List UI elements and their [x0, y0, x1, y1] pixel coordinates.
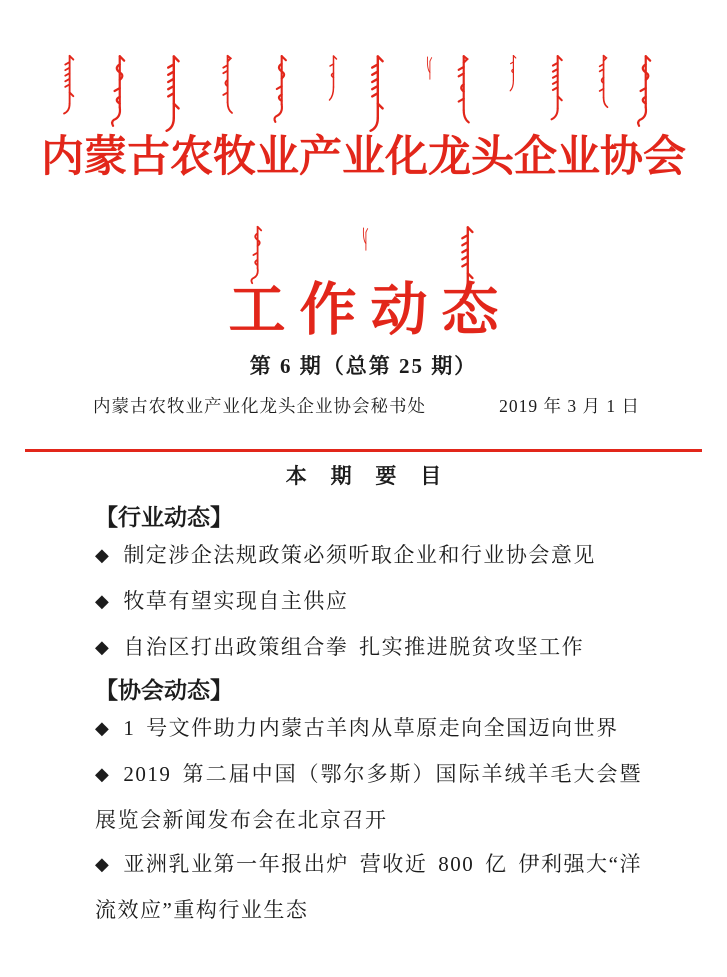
publisher-name: 内蒙古农牧业产业化龙头企业协会秘书处 — [93, 396, 426, 416]
bulletin-title: 工作动态 — [228, 279, 513, 342]
toc-item-text: 牧草有望实现自主供应 — [123, 589, 349, 613]
toc-item-text: 2019 第二届中国（鄂尔多斯）国际羊绒羊毛大会暨展览会新闻发布会在北京召开 — [95, 762, 642, 832]
toc-item — [95, 533, 642, 579]
diamond-bullet-icon: ◆ — [95, 718, 111, 739]
toc-title: 本 期 要 目 — [285, 465, 451, 488]
diamond-bullet-icon: ◆ — [95, 545, 111, 566]
diamond-bullet-icon: ◆ — [95, 764, 111, 785]
issue-number: 第 6 期（总第 25 期） — [249, 354, 478, 378]
toc-item — [95, 625, 642, 671]
red-divider — [25, 449, 702, 452]
toc-item — [95, 752, 642, 842]
diamond-bullet-icon: ◆ — [95, 591, 111, 612]
toc-list-association — [95, 706, 642, 932]
publication-row — [93, 394, 640, 419]
toc-item-text: 制定涉企法规政策必须听取企业和行业协会意见 — [123, 543, 596, 567]
toc-item-text: 1 号文件助力内蒙古羊肉从草原走向全国迈向世界 — [123, 716, 619, 740]
toc-item — [95, 842, 642, 932]
diamond-bullet-icon: ◆ — [95, 854, 111, 875]
section-header-association: 【协会动态】 — [95, 677, 233, 703]
toc-item-text: 自治区打出政策组合拳 扎实推进脱贫攻坚工作 — [123, 635, 585, 659]
diamond-bullet-icon: ◆ — [95, 637, 111, 658]
document-page — [0, 54, 727, 977]
mongolian-script-banner — [0, 54, 727, 134]
toc-list-industry — [95, 533, 642, 671]
toc-item — [95, 706, 642, 752]
section-header-industry: 【行业动态】 — [95, 504, 233, 530]
publish-date: 2019 年 3 月 1 日 — [499, 396, 640, 416]
association-name: 内蒙古农牧业产业化龙头企业协会 — [41, 134, 686, 181]
toc-item — [95, 579, 642, 625]
toc-item-text: 亚洲乳业第一年报出炉 营收近 800 亿 伊利强大“洋流效应”重构行业生态 — [95, 852, 642, 922]
